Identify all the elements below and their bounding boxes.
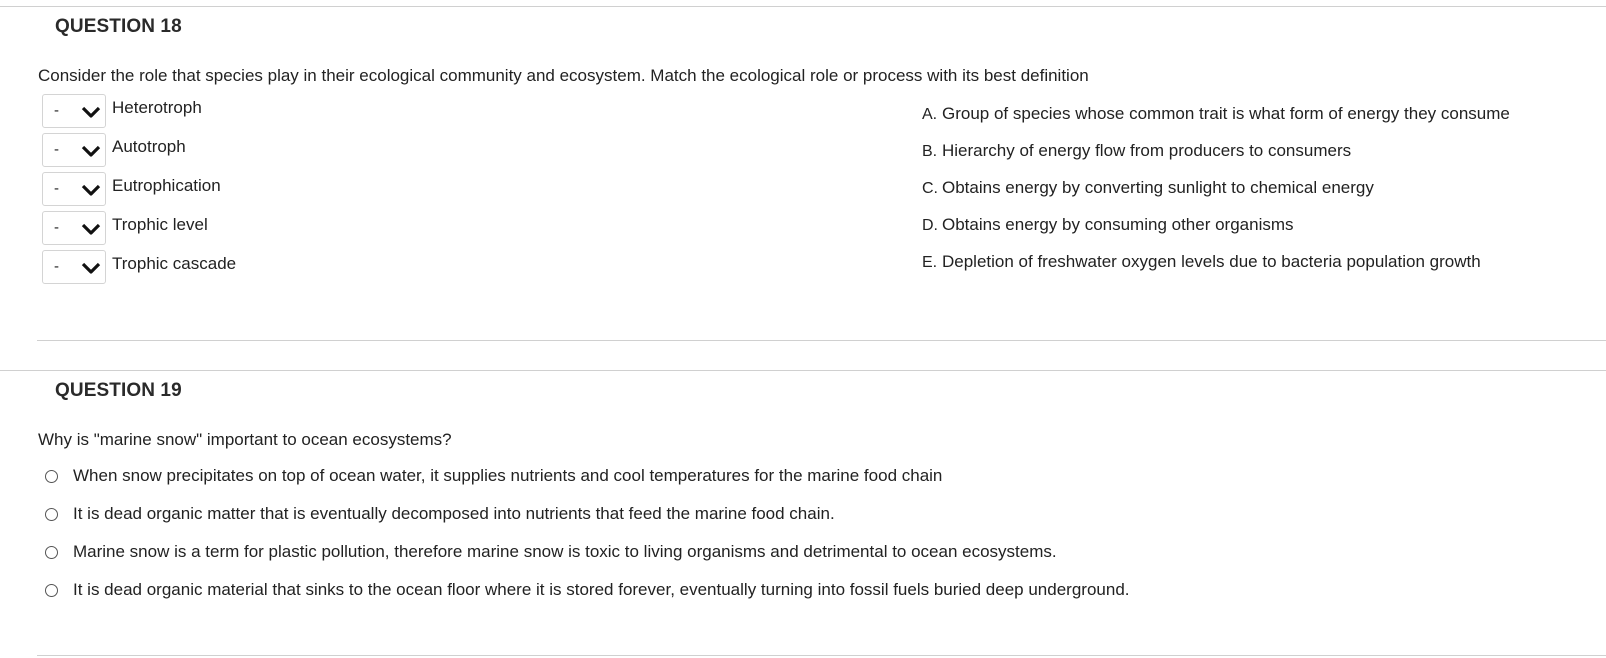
select-value: - bbox=[54, 102, 59, 119]
select-value: - bbox=[54, 180, 59, 197]
chevron-down-icon bbox=[81, 144, 101, 158]
match-row bbox=[42, 171, 221, 207]
answer-option-label: It is dead organic matter that is eventually decomposed into nutrients that feed the marine food chain. bbox=[73, 504, 835, 523]
answer-option[interactable] bbox=[45, 466, 942, 486]
match-term: Eutrophication bbox=[112, 176, 221, 195]
answer-select[interactable] bbox=[42, 172, 106, 206]
match-row bbox=[42, 132, 186, 168]
definition-letter: D. bbox=[922, 217, 938, 234]
radio-button-icon[interactable] bbox=[45, 584, 58, 597]
answer-option-label: It is dead organic material that sinks to the ocean floor where it is stored forever, eventually turning into fossil fuels buried deep underground. bbox=[73, 580, 1130, 599]
top-divider bbox=[0, 6, 1606, 7]
definition-letter: C. bbox=[922, 180, 938, 197]
answer-option[interactable] bbox=[45, 542, 1057, 562]
select-value: - bbox=[54, 258, 59, 275]
question-19-top-divider bbox=[0, 370, 1606, 371]
chevron-down-icon bbox=[81, 261, 101, 275]
answer-option[interactable] bbox=[45, 580, 1130, 600]
definition-text: Hierarchy of energy flow from producers to consumers bbox=[942, 141, 1352, 160]
answer-option[interactable] bbox=[45, 504, 835, 524]
chevron-down-icon bbox=[81, 105, 101, 119]
question-18-prompt: Consider the role that species play in their ecological community and ecosystem. Match the ecological role or process with its best definition bbox=[38, 66, 1089, 85]
question-18-bottom-divider bbox=[37, 340, 1606, 341]
answer-select[interactable] bbox=[42, 250, 106, 284]
match-row bbox=[42, 249, 237, 285]
radio-button-icon[interactable] bbox=[45, 508, 58, 521]
definition-text: Depletion of freshwater oxygen levels due to bacteria population growth bbox=[942, 252, 1481, 271]
definition-item bbox=[922, 178, 1374, 198]
answer-option-label: When snow precipitates on top of ocean water, it supplies nutrients and cool temperatures for the marine food chain bbox=[73, 466, 943, 485]
answer-option-label: Marine snow is a term for plastic pollution, therefore marine snow is toxic to living organisms and detrimental to ocean ecosystems. bbox=[73, 542, 1057, 561]
definition-item bbox=[922, 252, 1481, 272]
definition-text: Group of species whose common trait is what form of energy they consume bbox=[942, 104, 1510, 123]
definition-text: Obtains energy by converting sunlight to chemical energy bbox=[942, 178, 1374, 197]
answer-select[interactable] bbox=[42, 94, 106, 128]
question-18-title: QUESTION 18 bbox=[55, 16, 182, 37]
radio-button-icon[interactable] bbox=[45, 470, 58, 483]
match-term: Heterotroph bbox=[112, 98, 202, 117]
chevron-down-icon bbox=[81, 183, 101, 197]
select-value: - bbox=[54, 141, 59, 158]
select-value: - bbox=[54, 219, 59, 236]
definition-letter: E. bbox=[922, 254, 938, 271]
answer-select[interactable] bbox=[42, 133, 106, 167]
definition-item bbox=[922, 104, 1510, 124]
answer-select[interactable] bbox=[42, 211, 106, 245]
question-19-prompt: Why is "marine snow" important to ocean ecosystems? bbox=[38, 430, 452, 449]
match-row bbox=[42, 210, 208, 246]
definition-item bbox=[922, 141, 1351, 161]
chevron-down-icon bbox=[81, 222, 101, 236]
definition-item bbox=[922, 215, 1294, 235]
question-19-title: QUESTION 19 bbox=[55, 380, 182, 401]
match-term: Autotroph bbox=[112, 137, 186, 156]
definition-text: Obtains energy by consuming other organisms bbox=[942, 215, 1294, 234]
radio-button-icon[interactable] bbox=[45, 546, 58, 559]
definition-letter: B. bbox=[922, 143, 938, 160]
question-19-bottom-divider bbox=[37, 655, 1606, 656]
match-term: Trophic cascade bbox=[112, 254, 237, 273]
match-term: Trophic level bbox=[112, 215, 208, 234]
definition-letter: A. bbox=[922, 106, 938, 123]
match-row bbox=[42, 93, 202, 129]
